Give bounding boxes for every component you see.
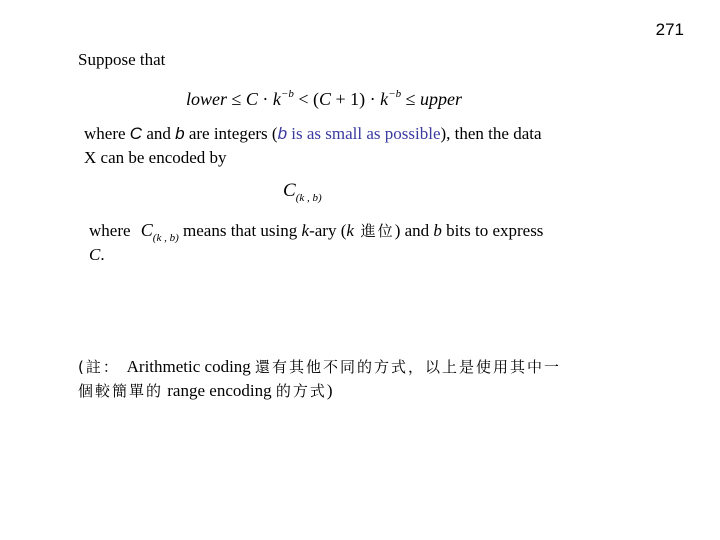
ary-text: -ary ( — [309, 221, 347, 240]
means-text: means that using — [183, 221, 302, 240]
page-number: 271 — [655, 20, 684, 39]
condition-line — [84, 124, 542, 144]
where-word: where — [84, 124, 130, 143]
c-period-line — [89, 245, 105, 265]
k-term-1: k — [272, 89, 281, 109]
plus-one-term: + 1) · — [331, 89, 381, 109]
and-text: ) and — [394, 221, 434, 240]
jinwei-text: 進位 — [353, 222, 395, 240]
c-term-2: C — [319, 89, 332, 109]
c-variable: C — [129, 124, 143, 143]
encoded-c: C — [283, 180, 296, 201]
note-line-1 — [78, 356, 561, 377]
inline-subscript: (k , b) — [152, 232, 179, 244]
inline-c: C — [140, 220, 153, 240]
exponent-1: −b — [280, 88, 294, 100]
are-integers-text: are integers ( — [184, 124, 278, 143]
c-term: C — [245, 89, 258, 109]
where-word-2: where — [89, 221, 131, 240]
note-open: (註： — [78, 358, 127, 376]
k-variable: k — [301, 221, 310, 240]
arithmetic-coding-text: Arithmetic coding — [126, 357, 256, 376]
k-variable-2: k — [346, 221, 354, 240]
encoded-subscript: (k , b) — [295, 192, 322, 204]
exponent-2: −b — [388, 88, 402, 100]
intro-text: Suppose that — [78, 50, 166, 69]
note-close: ) — [326, 381, 333, 400]
range-encoding-text: range encoding — [163, 381, 276, 400]
and-word: and — [142, 124, 176, 143]
note-cjk-3: 的方式 — [275, 382, 327, 400]
period: . — [100, 245, 105, 264]
note-line-2 — [78, 380, 333, 401]
inequality-formula — [186, 88, 462, 110]
note-cjk-1: 還有其他不同的方式，以上是使用其中一 — [255, 358, 562, 376]
small-as-possible-text: is as small as possible — [287, 124, 441, 143]
express-text: bits to express — [441, 221, 544, 240]
dot-symbol: · — [257, 89, 273, 109]
lower-term: lower — [186, 89, 228, 109]
b-variable: b — [175, 124, 185, 143]
encoded-formula — [283, 180, 322, 204]
where-means-line — [89, 220, 543, 244]
b-variable-3: b — [433, 221, 442, 240]
le-symbol-2: ≤ — [401, 89, 420, 109]
then-text: ), then the data — [440, 124, 542, 143]
le-symbol-1: ≤ — [227, 89, 246, 109]
lt-symbol: < ( — [293, 89, 320, 109]
k-term-2: k — [380, 89, 389, 109]
note-cjk-2: 個較簡單的 — [78, 382, 164, 400]
encoded-by-line: X can be encoded by — [84, 148, 227, 167]
upper-term: upper — [420, 89, 462, 109]
b-variable-2: b — [277, 124, 288, 143]
c-variable-end: C — [89, 245, 101, 264]
